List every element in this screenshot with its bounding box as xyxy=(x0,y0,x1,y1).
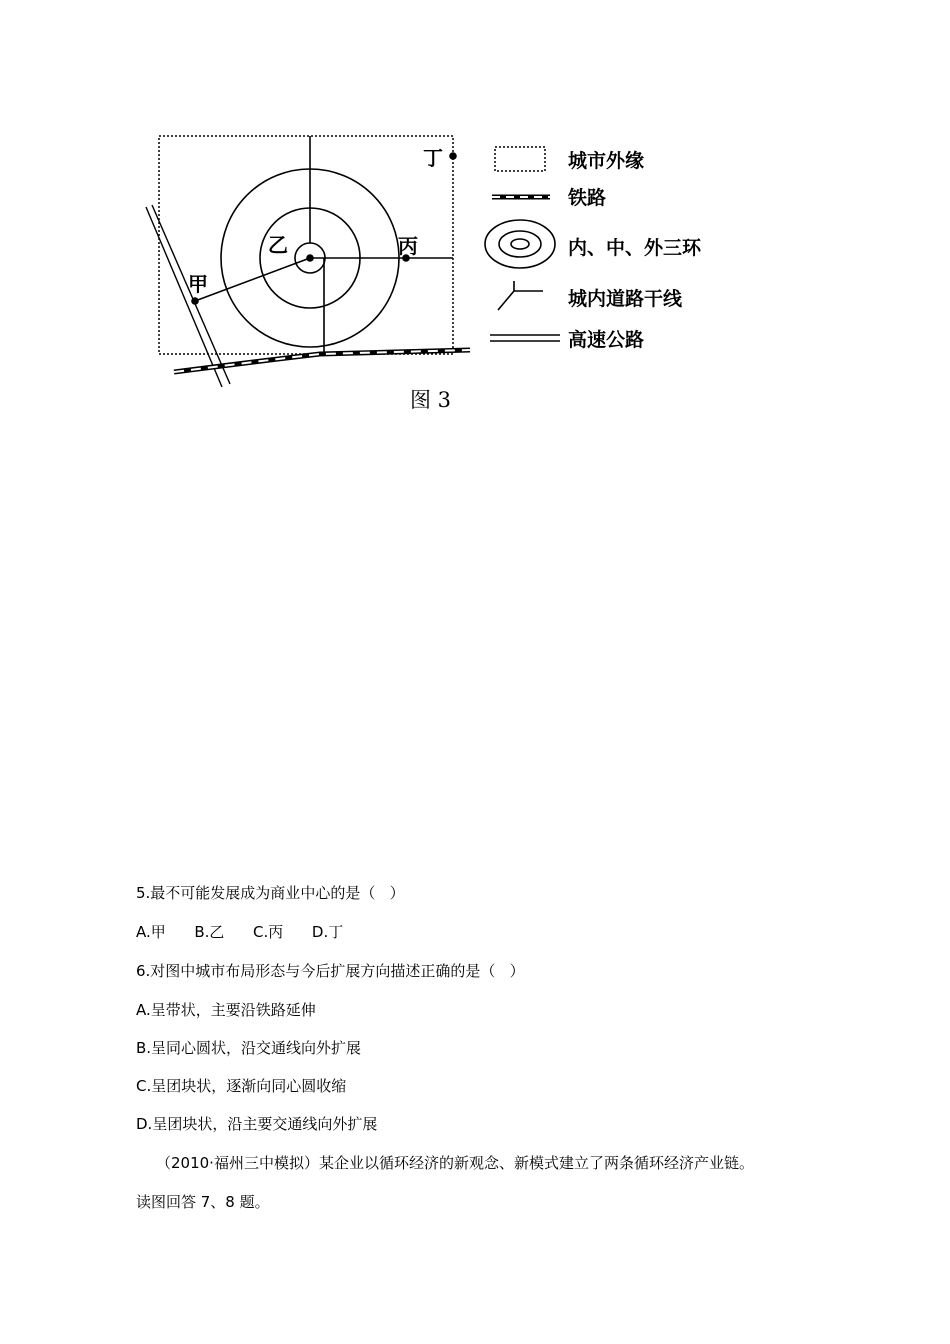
city-layout-figure xyxy=(140,125,740,425)
legend-city-edge: 城市外缘 xyxy=(568,150,645,172)
legend-highway: 高速公路 xyxy=(568,329,645,351)
question-6-option-c: C.呈团块状，逐渐向同心圆收缩 xyxy=(136,1077,347,1095)
question-6-stem: 6.对图中城市布局形态与今后扩展方向描述正确的是（ ） xyxy=(136,962,525,980)
intro-line-2: 读图回答 7、8 题。 xyxy=(136,1193,270,1211)
question-5-options: A.甲 B.乙 C.丙 D.丁 xyxy=(136,923,344,941)
highway xyxy=(174,350,470,372)
point-jia xyxy=(191,297,199,305)
dotted-rectangle-icon xyxy=(495,147,545,171)
legend-railway: 铁路 xyxy=(568,187,607,209)
point-yi xyxy=(306,254,314,262)
question-6-option-a: A.呈带状，主要沿铁路延伸 xyxy=(136,1001,316,1019)
question-5-stem: 5.最不可能发展成为商业中心的是（ ） xyxy=(136,884,405,902)
label-yi: 乙 xyxy=(268,233,288,257)
concentric-ellipses-icon xyxy=(485,220,555,268)
legend-roads: 城内道路干线 xyxy=(568,288,683,310)
figure-caption: 图 3 xyxy=(410,388,452,412)
intro-line-1: （2010·福州三中模拟）某企业以循环经济的新观念、新模式建立了两条循环经济产业链。 xyxy=(156,1154,754,1172)
question-6-option-d: D.呈团块状，沿主要交通线向外扩展 xyxy=(136,1115,378,1133)
question-6-option-b: B.呈同心圆状，沿交通线向外扩展 xyxy=(136,1039,362,1057)
legend-rings: 内、中、外三环 xyxy=(568,237,702,259)
label-ding: 丁 xyxy=(423,146,443,170)
road-branch-icon xyxy=(498,281,543,310)
label-jia: 甲 xyxy=(188,272,208,296)
label-bing: 丙 xyxy=(398,234,418,258)
double-line-icon xyxy=(490,335,560,341)
point-ding xyxy=(449,152,457,160)
